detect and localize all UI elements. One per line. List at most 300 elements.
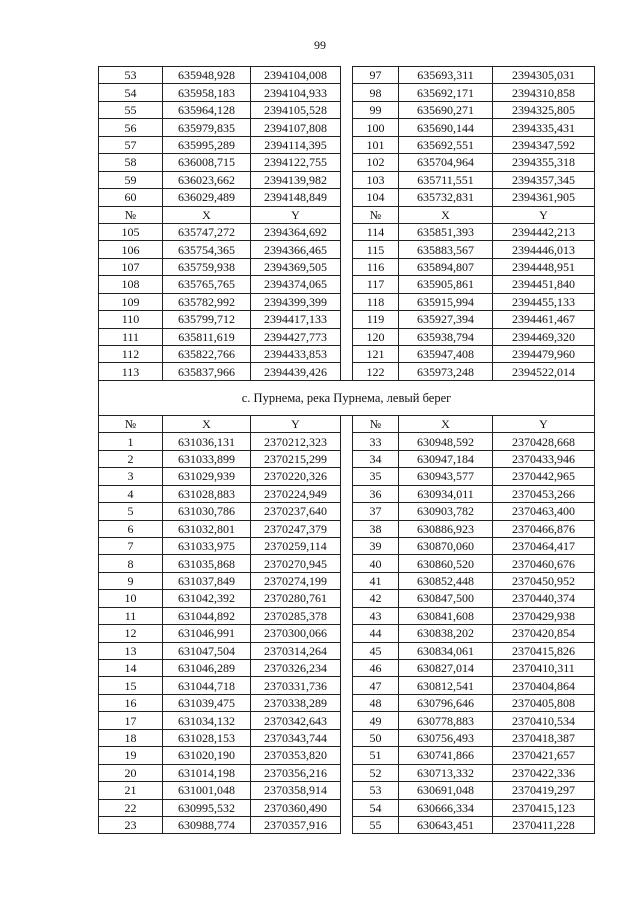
point-number: 102 [353,154,399,171]
y-coordinate: 2370280,761 [251,590,341,607]
y-coordinate: 2394148,849 [251,189,341,206]
point-number: 17 [99,712,163,729]
x-coordinate: 630812,541 [399,677,493,694]
point-number: 18 [99,729,163,746]
y-coordinate: 2394369,505 [251,258,341,275]
point-number: 1 [99,433,163,450]
point-number: 109 [99,293,163,310]
table-row [99,328,595,345]
x-coordinate: 630841,608 [399,607,493,624]
column-gap [341,189,353,206]
y-coordinate: 2394104,933 [251,84,341,101]
column-gap [341,311,353,328]
table-row [99,293,595,310]
point-number: 54 [99,84,163,101]
table-row [99,694,595,711]
x-coordinate: 635995,289 [163,136,251,153]
x-coordinate: 630827,014 [399,660,493,677]
point-number: 53 [353,782,399,799]
header-y: Y [251,415,341,432]
x-coordinate: 630903,782 [399,503,493,520]
table-row [99,136,595,153]
y-coordinate: 2370440,374 [493,590,595,607]
y-coordinate: 2370411,228 [493,816,595,833]
x-coordinate: 635915,994 [399,293,493,310]
table-row [99,154,595,171]
point-number: 116 [353,258,399,275]
y-coordinate: 2370360,490 [251,799,341,816]
y-coordinate: 2370220,326 [251,468,341,485]
y-coordinate: 2370314,264 [251,642,341,659]
y-coordinate: 2370433,946 [493,450,595,467]
x-coordinate: 630886,923 [399,520,493,537]
page-number: 99 [314,38,326,52]
table-row [99,241,595,258]
y-coordinate: 2370404,864 [493,677,595,694]
y-coordinate: 2370300,066 [251,625,341,642]
point-number: 118 [353,293,399,310]
y-coordinate: 2394448,951 [493,258,595,275]
point-number: 23 [99,816,163,833]
y-coordinate: 2370453,266 [493,485,595,502]
point-number: 33 [353,433,399,450]
table-row [99,729,595,746]
y-coordinate: 2370421,657 [493,747,595,764]
column-gap [341,206,353,223]
x-coordinate: 630852,448 [399,572,493,589]
column-gap [341,346,353,363]
point-number: 104 [353,189,399,206]
x-coordinate: 636029,489 [163,189,251,206]
column-gap [341,590,353,607]
table-row [99,642,595,659]
point-number: 57 [99,136,163,153]
column-gap [341,241,353,258]
point-number: 50 [353,729,399,746]
y-coordinate: 2394361,905 [493,189,595,206]
header-number: № [353,206,399,223]
x-coordinate: 635782,992 [163,293,251,310]
x-coordinate: 630741,866 [399,747,493,764]
x-coordinate: 630988,774 [163,816,251,833]
column-gap [341,816,353,833]
column-gap [341,415,353,432]
header-number: № [353,415,399,432]
table-row [99,677,595,694]
point-number: 13 [99,642,163,659]
point-number: 119 [353,311,399,328]
coordinates-table [98,66,595,834]
x-coordinate: 635851,393 [399,223,493,240]
y-coordinate: 2370410,534 [493,712,595,729]
point-number: 58 [99,154,163,171]
point-number: 7 [99,537,163,554]
y-coordinate: 2370415,123 [493,799,595,816]
x-coordinate: 631047,504 [163,642,251,659]
x-coordinate: 635690,144 [399,119,493,136]
column-gap [341,520,353,537]
x-coordinate: 630847,500 [399,590,493,607]
point-number: 43 [353,607,399,624]
column-gap [341,363,353,380]
point-number: 106 [99,241,163,258]
point-number: 38 [353,520,399,537]
column-gap [341,694,353,711]
column-gap [341,171,353,188]
y-coordinate: 2370463,400 [493,503,595,520]
point-number: 100 [353,119,399,136]
point-number: 39 [353,537,399,554]
table-row [99,625,595,642]
point-number: 49 [353,712,399,729]
y-coordinate: 2370422,336 [493,764,595,781]
table-row [99,607,595,624]
x-coordinate: 635894,807 [399,258,493,275]
y-coordinate: 2370247,379 [251,520,341,537]
point-number: 35 [353,468,399,485]
point-number: 113 [99,363,163,380]
column-gap [341,450,353,467]
column-gap [341,136,353,153]
x-coordinate: 631001,048 [163,782,251,799]
y-coordinate: 2394374,065 [251,276,341,293]
y-coordinate: 2394427,773 [251,328,341,345]
section-title: с. Пурнема, река Пурнема, левый берег [99,380,595,415]
header-x: X [163,415,251,432]
column-gap [341,712,353,729]
point-number: 14 [99,660,163,677]
y-coordinate: 2370405,808 [493,694,595,711]
y-coordinate: 2370215,299 [251,450,341,467]
point-number: 5 [99,503,163,520]
y-coordinate: 2370212,323 [251,433,341,450]
table-row [99,747,595,764]
x-coordinate: 630756,493 [399,729,493,746]
column-gap [341,154,353,171]
y-coordinate: 2394347,592 [493,136,595,153]
point-number: 52 [353,764,399,781]
point-number: 16 [99,694,163,711]
y-coordinate: 2394451,840 [493,276,595,293]
column-gap [341,782,353,799]
section-row [99,380,595,415]
x-coordinate: 631034,132 [163,712,251,729]
x-coordinate: 635927,394 [399,311,493,328]
x-coordinate: 630934,011 [399,485,493,502]
table-row [99,311,595,328]
x-coordinate: 631014,198 [163,764,251,781]
header-x: X [399,415,493,432]
point-number: 22 [99,799,163,816]
x-coordinate: 635905,861 [399,276,493,293]
y-coordinate: 2370410,311 [493,660,595,677]
y-coordinate: 2394439,426 [251,363,341,380]
column-gap [341,258,353,275]
y-coordinate: 2394366,465 [251,241,341,258]
point-number: 117 [353,276,399,293]
y-coordinate: 2370415,826 [493,642,595,659]
y-coordinate: 2370353,820 [251,747,341,764]
y-coordinate: 2394139,982 [251,171,341,188]
point-number: 41 [353,572,399,589]
table-row [99,119,595,136]
header-x: X [163,206,251,223]
header-row [99,206,595,223]
column-gap [341,119,353,136]
table-row [99,712,595,729]
point-number: 59 [99,171,163,188]
y-coordinate: 2370356,216 [251,764,341,781]
point-number: 121 [353,346,399,363]
column-gap [341,607,353,624]
point-number: 107 [99,258,163,275]
y-coordinate: 2370338,289 [251,694,341,711]
point-number: 8 [99,555,163,572]
x-coordinate: 635754,365 [163,241,251,258]
point-number: 46 [353,660,399,677]
y-coordinate: 2370450,952 [493,572,595,589]
table-row [99,485,595,502]
table-row [99,520,595,537]
header-x: X [399,206,493,223]
table-row [99,590,595,607]
x-coordinate: 636023,662 [163,171,251,188]
y-coordinate: 2394364,692 [251,223,341,240]
y-coordinate: 2394433,853 [251,346,341,363]
point-number: 105 [99,223,163,240]
x-coordinate: 635958,183 [163,84,251,101]
x-coordinate: 630643,451 [399,816,493,833]
column-gap [341,572,353,589]
y-coordinate: 2370420,854 [493,625,595,642]
table-row [99,433,595,450]
y-coordinate: 2394357,345 [493,171,595,188]
x-coordinate: 631029,939 [163,468,251,485]
table-row [99,572,595,589]
table-row [99,468,595,485]
x-coordinate: 635747,272 [163,223,251,240]
table-row [99,503,595,520]
point-number: 15 [99,677,163,694]
point-number: 122 [353,363,399,380]
y-coordinate: 2370237,640 [251,503,341,520]
point-number: 56 [99,119,163,136]
y-coordinate: 2370274,199 [251,572,341,589]
x-coordinate: 631020,190 [163,747,251,764]
y-coordinate: 2370270,945 [251,555,341,572]
x-coordinate: 635979,835 [163,119,251,136]
point-number: 36 [353,485,399,502]
x-coordinate: 631033,975 [163,537,251,554]
y-coordinate: 2370418,387 [493,729,595,746]
x-coordinate: 635732,831 [399,189,493,206]
x-coordinate: 635822,766 [163,346,251,363]
x-coordinate: 630713,332 [399,764,493,781]
x-coordinate: 631044,892 [163,607,251,624]
x-coordinate: 631036,131 [163,433,251,450]
table-row [99,276,595,293]
column-gap [341,625,353,642]
x-coordinate: 630870,060 [399,537,493,554]
y-coordinate: 2394446,013 [493,241,595,258]
y-coordinate: 2394114,395 [251,136,341,153]
x-coordinate: 630691,048 [399,782,493,799]
x-coordinate: 630943,577 [399,468,493,485]
column-gap [341,485,353,502]
point-number: 98 [353,84,399,101]
y-coordinate: 2370429,938 [493,607,595,624]
x-coordinate: 636008,715 [163,154,251,171]
column-gap [341,555,353,572]
x-coordinate: 630947,184 [399,450,493,467]
x-coordinate: 631032,801 [163,520,251,537]
x-coordinate: 635759,938 [163,258,251,275]
column-gap [341,503,353,520]
column-gap [341,67,353,84]
x-coordinate: 635964,128 [163,101,251,118]
table-row [99,223,595,240]
column-gap [341,677,353,694]
x-coordinate: 631044,718 [163,677,251,694]
column-gap [341,223,353,240]
point-number: 54 [353,799,399,816]
y-coordinate: 2370419,297 [493,782,595,799]
y-coordinate: 2370460,676 [493,555,595,572]
y-coordinate: 2394469,320 [493,328,595,345]
x-coordinate: 630666,334 [399,799,493,816]
table-row [99,799,595,816]
y-coordinate: 2394325,805 [493,101,595,118]
header-row [99,415,595,432]
column-gap [341,433,353,450]
point-number: 99 [353,101,399,118]
point-number: 114 [353,223,399,240]
point-number: 10 [99,590,163,607]
x-coordinate: 631028,883 [163,485,251,502]
x-coordinate: 635765,765 [163,276,251,293]
y-coordinate: 2370358,914 [251,782,341,799]
point-number: 21 [99,782,163,799]
x-coordinate: 630796,646 [399,694,493,711]
column-gap [341,293,353,310]
table-row [99,764,595,781]
x-coordinate: 635704,964 [399,154,493,171]
table-row [99,816,595,833]
x-coordinate: 635947,408 [399,346,493,363]
column-gap [341,729,353,746]
point-number: 103 [353,171,399,188]
point-number: 19 [99,747,163,764]
y-coordinate: 2370428,668 [493,433,595,450]
x-coordinate: 635938,794 [399,328,493,345]
column-gap [341,660,353,677]
x-coordinate: 631046,289 [163,660,251,677]
y-coordinate: 2394105,528 [251,101,341,118]
x-coordinate: 631039,475 [163,694,251,711]
x-coordinate: 631037,849 [163,572,251,589]
x-coordinate: 631033,899 [163,450,251,467]
point-number: 53 [99,67,163,84]
point-number: 55 [99,101,163,118]
table-row [99,258,595,275]
y-coordinate: 2394461,467 [493,311,595,328]
point-number: 40 [353,555,399,572]
x-coordinate: 635693,311 [399,67,493,84]
x-coordinate: 635711,551 [399,171,493,188]
y-coordinate: 2394107,808 [251,119,341,136]
point-number: 20 [99,764,163,781]
x-coordinate: 631046,991 [163,625,251,642]
point-number: 110 [99,311,163,328]
y-coordinate: 2394104,008 [251,67,341,84]
y-coordinate: 2370442,965 [493,468,595,485]
point-number: 120 [353,328,399,345]
y-coordinate: 2394399,399 [251,293,341,310]
column-gap [341,747,353,764]
y-coordinate: 2394479,960 [493,346,595,363]
point-number: 45 [353,642,399,659]
table-row [99,782,595,799]
point-number: 34 [353,450,399,467]
x-coordinate: 630778,883 [399,712,493,729]
y-coordinate: 2394455,133 [493,293,595,310]
header-y: Y [493,206,595,223]
y-coordinate: 2394355,318 [493,154,595,171]
y-coordinate: 2370259,114 [251,537,341,554]
y-coordinate: 2370464,417 [493,537,595,554]
point-number: 51 [353,747,399,764]
point-number: 115 [353,241,399,258]
column-gap [341,468,353,485]
point-number: 60 [99,189,163,206]
y-coordinate: 2370224,949 [251,485,341,502]
point-number: 3 [99,468,163,485]
table-row [99,660,595,677]
y-coordinate: 2394417,133 [251,311,341,328]
x-coordinate: 630948,592 [399,433,493,450]
point-number: 108 [99,276,163,293]
point-number: 55 [353,816,399,833]
column-gap [341,764,353,781]
table-row [99,101,595,118]
header-y: Y [251,206,341,223]
y-coordinate: 2394305,031 [493,67,595,84]
point-number: 44 [353,625,399,642]
x-coordinate: 631028,153 [163,729,251,746]
point-number: 97 [353,67,399,84]
point-number: 9 [99,572,163,589]
column-gap [341,84,353,101]
y-coordinate: 2394310,858 [493,84,595,101]
x-coordinate: 631042,392 [163,590,251,607]
x-coordinate: 635837,966 [163,363,251,380]
x-coordinate: 630995,532 [163,799,251,816]
point-number: 37 [353,503,399,520]
y-coordinate: 2370357,916 [251,816,341,833]
header-number: № [99,415,163,432]
y-coordinate: 2394122,755 [251,154,341,171]
column-gap [341,537,353,554]
point-number: 2 [99,450,163,467]
x-coordinate: 631030,786 [163,503,251,520]
x-coordinate: 631035,868 [163,555,251,572]
x-coordinate: 635883,567 [399,241,493,258]
point-number: 47 [353,677,399,694]
y-coordinate: 2370285,378 [251,607,341,624]
x-coordinate: 630838,202 [399,625,493,642]
column-gap [341,276,353,293]
column-gap [341,328,353,345]
